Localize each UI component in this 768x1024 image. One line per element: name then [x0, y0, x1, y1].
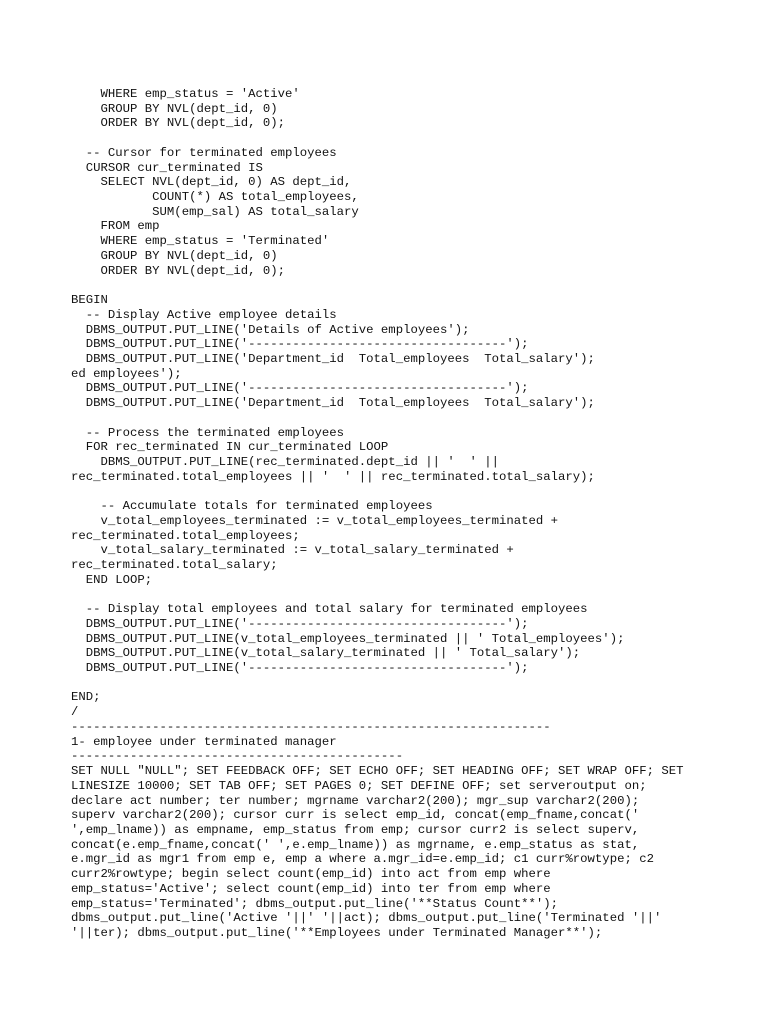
code-line: ---------------------------------------------	[71, 749, 404, 764]
code-line: -- Display Active employee details	[71, 307, 337, 322]
code-line: rec_terminated.total_salary;	[71, 558, 278, 572]
code-line: ORDER BY NVL(dept_id, 0);	[71, 116, 286, 131]
code-line: COUNT(*) AS total_employees,	[71, 190, 359, 205]
code-line: CURSOR cur_terminated IS	[71, 160, 263, 175]
code-line: WHERE emp_status = 'Terminated'	[71, 234, 330, 249]
code-line: LINESIZE 10000; SET TAB OFF; SET PAGES 0; SET DEFINE OFF; set serveroutput on;	[71, 778, 647, 793]
code-line: rec_terminated.total_employees;	[71, 528, 300, 543]
code-line: curr2%rowtype; begin select count(emp_id) into act from emp where	[71, 867, 551, 882]
code-line: WHERE emp_status = 'Active'	[71, 87, 300, 101]
code-line	[71, 484, 684, 499]
code-line: DBMS_OUTPUT.PUT_LINE('-----------------------------------');	[71, 661, 529, 676]
code-line: GROUP BY NVL(dept_id, 0)	[71, 101, 278, 116]
code-line: END;	[71, 690, 101, 705]
code-line: emp_status='Terminated'; dbms_output.put_line('**Status Count**');	[71, 896, 559, 911]
code-line: SET NULL "NULL"; SET FEEDBACK OFF; SET ECHO OFF; SET HEADING OFF; SET WRAP OFF; SET	[71, 764, 684, 779]
code-line: emp_status='Active'; select count(emp_id) into ter from emp where	[71, 881, 551, 896]
code-line: -----------------------------------------------------------------	[71, 719, 551, 734]
code-line: FROM emp	[71, 219, 160, 234]
code-line: SUM(emp_sal) AS total_salary	[71, 204, 359, 219]
code-line: DBMS_OUTPUT.PUT_LINE(rec_terminated.dept_id || ' ' ||	[71, 454, 500, 469]
code-line: v_total_salary_terminated := v_total_salary_terminated +	[71, 543, 514, 558]
code-line: v_total_employees_terminated := v_total_employees_terminated +	[71, 513, 559, 528]
code-line	[71, 131, 684, 146]
code-line	[71, 676, 684, 691]
code-line: END LOOP;	[71, 572, 153, 587]
code-line: dbms_output.put_line('Active '||' '||act); dbms_output.put_line('Terminated '||'	[71, 911, 662, 926]
code-line: rec_terminated.total_employees || ' ' || rec_terminated.total_salary);	[71, 469, 595, 484]
code-line: ',emp_lname)) as empname, emp_status from emp; cursor curr2 is select superv,	[71, 822, 640, 837]
code-line: declare act number; ter number; mgrname varchar2(200); mgr_sup varchar2(200);	[71, 793, 640, 808]
code-line: FOR rec_terminated IN cur_terminated LOOP	[71, 440, 389, 455]
code-line: SELECT NVL(dept_id, 0) AS dept_id,	[71, 175, 352, 190]
code-line: DBMS_OUTPUT.PUT_LINE('Department_id Total_employees Total_salary');	[71, 396, 595, 411]
code-line: -- Process the terminated employees	[71, 425, 345, 440]
code-line: BEGIN	[71, 293, 108, 308]
code-line: DBMS_OUTPUT.PUT_LINE(v_total_salary_terminated || ' Total_salary');	[71, 646, 581, 661]
code-listing	[71, 87, 684, 941]
code-line: DBMS_OUTPUT.PUT_LINE('Department_id Total_employees Total_salary');	[71, 351, 595, 366]
code-line: -- Accumulate totals for terminated employees	[71, 499, 433, 514]
code-line	[71, 411, 684, 426]
code-line	[71, 587, 684, 602]
code-line: e.mgr_id as mgr1 from emp e, emp a where a.mgr_id=e.emp_id; c1 curr%rowtype; c2	[71, 852, 654, 867]
code-line: -- Cursor for terminated employees	[71, 145, 337, 160]
code-line: ORDER BY NVL(dept_id, 0);	[71, 263, 286, 278]
code-line: DBMS_OUTPUT.PUT_LINE('Details of Active employees');	[71, 322, 470, 337]
code-line: DBMS_OUTPUT.PUT_LINE('-----------------------------------');	[71, 381, 529, 396]
code-line: DBMS_OUTPUT.PUT_LINE('-----------------------------------');	[71, 616, 529, 631]
code-line: 1- employee under terminated manager	[71, 734, 337, 749]
code-line: ed employees');	[71, 366, 182, 381]
code-line: concat(e.emp_fname,concat(' ',e.emp_lname)) as mgrname, e.emp_status as stat,	[71, 837, 640, 852]
code-line: GROUP BY NVL(dept_id, 0)	[71, 248, 278, 263]
code-line: superv varchar2(200); cursor curr is select emp_id, concat(emp_fname,concat('	[71, 808, 640, 823]
code-line: DBMS_OUTPUT.PUT_LINE(v_total_employees_terminated || ' Total_employees');	[71, 631, 625, 646]
code-line	[71, 278, 684, 293]
code-line: '||ter); dbms_output.put_line('**Employees under Terminated Manager**');	[71, 925, 603, 940]
code-line: /	[71, 705, 79, 720]
code-line: DBMS_OUTPUT.PUT_LINE('-----------------------------------');	[71, 337, 529, 352]
code-line: -- Display total employees and total salary for terminated employees	[71, 602, 588, 617]
